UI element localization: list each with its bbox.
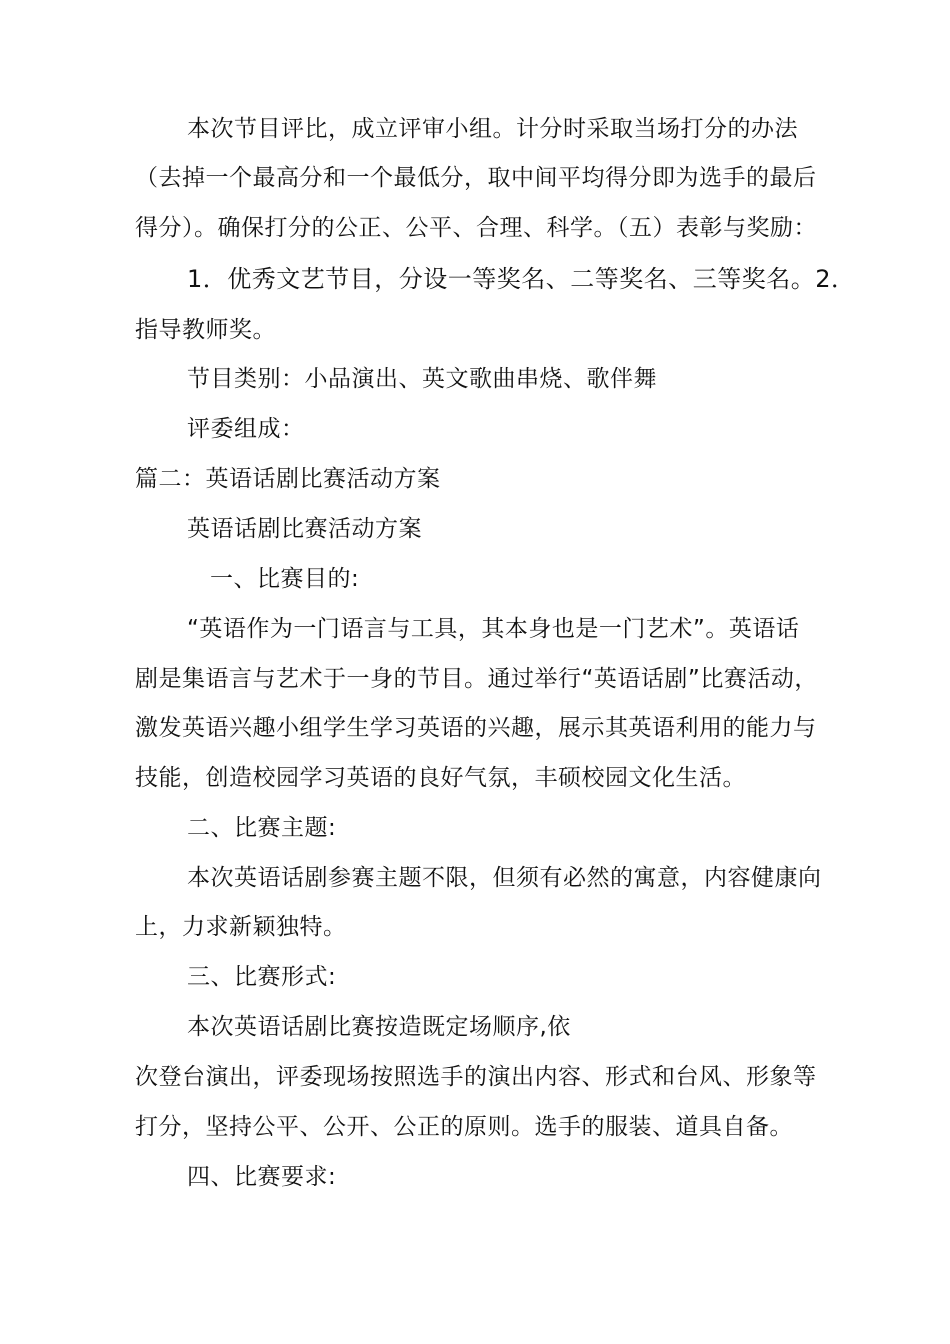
paragraph-line: 上，力求新颖独特。: [135, 914, 347, 940]
paragraph-line: 本次英语话剧比赛按造既定场顺序,依: [187, 1014, 571, 1040]
subsection-heading: 四、比赛要求:: [187, 1164, 337, 1190]
paragraph-line: 节目类别：小品演出、英文歌曲串烧、歌伴舞: [187, 366, 657, 392]
paragraph-line: “英语作为一门语言与工具，其本身也是一门艺术”。英语话: [187, 616, 800, 642]
paragraph-line: 评委组成：: [187, 416, 305, 442]
subsection-heading: 二、比赛主题:: [187, 815, 337, 841]
paragraph-line: 打分，坚持公平、公开、公正的原则。选手的服装、道具自备。: [135, 1114, 793, 1140]
paragraph-line: 本次节目评比，成立评审小组。计分时采取当场打分的办法: [187, 116, 798, 142]
paragraph-line: 次登台演出，评委现场按照选手的演出内容、形式和台风、形象等: [135, 1064, 817, 1090]
subsection-heading: 三、比赛形式:: [187, 964, 337, 990]
paragraph-line: 本次英语话剧参赛主题不限，但须有必然的寓意，内容健康向: [187, 865, 822, 891]
paragraph-line: （去掉一个最高分和一个最低分，取中间平均得分即为选手的最后: [135, 165, 817, 191]
subsection-heading: 一、比赛目的:: [210, 566, 360, 592]
paragraph-line: 激发英语兴趣小组学生学习英语的兴趣，展示其英语利用的能力与: [135, 715, 817, 741]
paragraph-line: 指导教师奖。: [135, 317, 276, 343]
paragraph-line: 技能，创造校园学习英语的良好气氛，丰硕校园文化生活。: [135, 765, 746, 791]
section-title: 英语话剧比赛活动方案: [187, 516, 422, 542]
section-heading: 篇二：英语话剧比赛活动方案: [135, 466, 441, 492]
paragraph-line: 1．优秀文艺节目，分设一等奖名、二等奖名、三等奖名。2．: [187, 265, 856, 293]
paragraph-line: 得分）。确保打分的公正、公平、合理、科学。（五）表彰与奖励：: [135, 215, 817, 241]
paragraph-line: 剧是集语言与艺术于一身的节目。通过举行“英语话剧”比赛活动，: [135, 666, 818, 692]
